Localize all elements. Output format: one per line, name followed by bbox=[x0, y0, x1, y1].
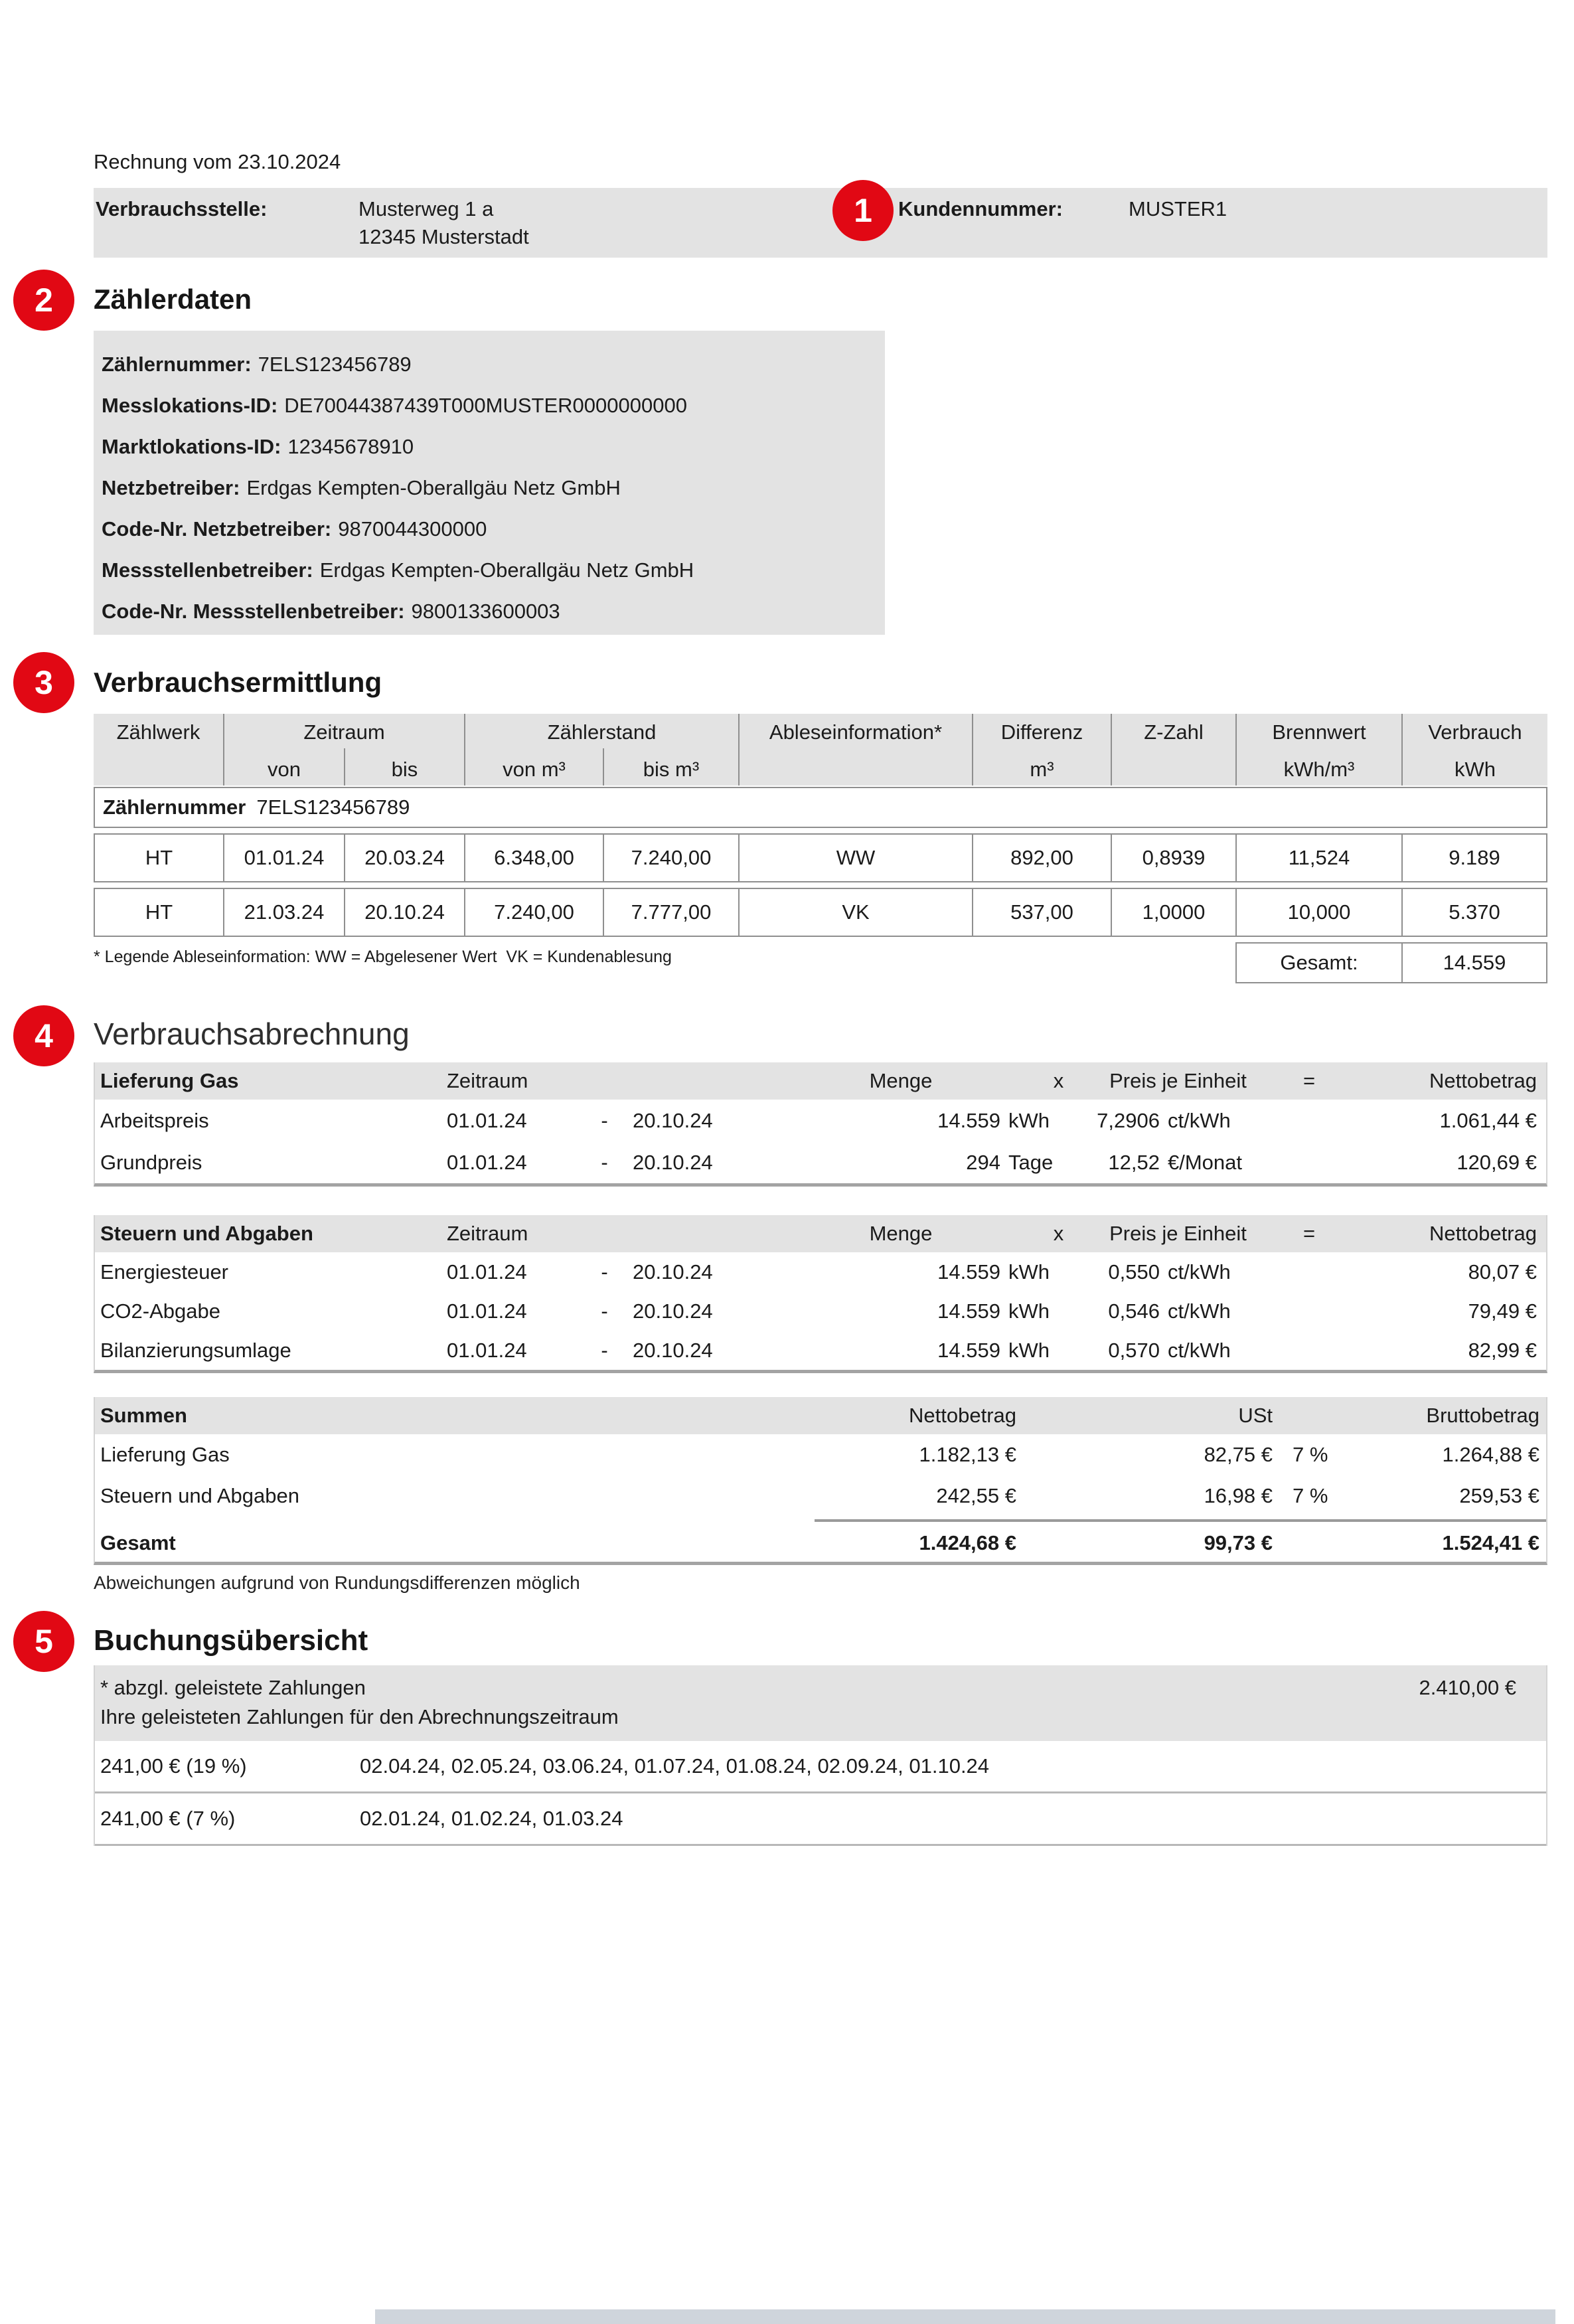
less-payments-line bbox=[95, 1673, 1546, 1702]
cell-verbrauch: 5.370 bbox=[1401, 889, 1546, 936]
cell-menge: 14.559 bbox=[937, 1108, 1000, 1132]
cell-bis: 20.10.24 bbox=[344, 889, 464, 936]
field-label: Messlokations-ID: bbox=[102, 394, 278, 417]
bookings-grey-header bbox=[95, 1665, 1546, 1741]
reading-legend: * Legende Ableseinformation: WW = Abgelesener Wert VK = Kundenablesung bbox=[94, 948, 672, 966]
table-row bbox=[94, 833, 1547, 882]
cell-ust-rate: 7 % bbox=[1293, 1484, 1328, 1507]
meter-data-heading: Zählerdaten bbox=[94, 284, 252, 315]
col-verbrauch-unit: kWh bbox=[1401, 748, 1547, 786]
date-from: 01.01.24 bbox=[447, 1260, 527, 1284]
table-row bbox=[95, 1434, 1546, 1475]
meter-number-label: Zählernummer bbox=[103, 795, 246, 819]
date-to: 20.10.24 bbox=[633, 1108, 713, 1132]
cell-brennwert: 10,000 bbox=[1235, 889, 1401, 936]
consumption-total-box bbox=[1235, 942, 1547, 983]
cell-preis: 0,570 bbox=[1108, 1338, 1160, 1362]
col-von-m3: von m³ bbox=[464, 748, 603, 786]
cell-menge: 14.559 bbox=[937, 1260, 1000, 1284]
cell-zzahl: 1,0000 bbox=[1111, 889, 1235, 936]
meter-data-row bbox=[102, 426, 885, 467]
table-title: Lieferung Gas bbox=[100, 1069, 239, 1092]
col-verbrauch: Verbrauch bbox=[1401, 714, 1547, 748]
cell-netto: 1.424,68 € bbox=[919, 1531, 1016, 1554]
cell-netto: 1.182,13 € bbox=[919, 1443, 1016, 1466]
cell-brennwert: 11,524 bbox=[1235, 835, 1401, 881]
bookings-block bbox=[94, 1665, 1547, 1846]
meter-data-block bbox=[94, 331, 885, 635]
cell-zeitraum bbox=[447, 1339, 801, 1363]
cell-ablese: WW bbox=[738, 835, 972, 881]
table-row bbox=[95, 1100, 1546, 1141]
field-value: 9800133600003 bbox=[411, 600, 560, 623]
cell-label: Bilanzierungsumlage bbox=[100, 1338, 291, 1362]
col-netto: Nettobetrag bbox=[1429, 1222, 1537, 1245]
cell-verbrauch: 9.189 bbox=[1401, 835, 1546, 881]
field-label: Netzbetreiber: bbox=[102, 476, 240, 499]
less-payments-value: 2.410,00 € bbox=[1419, 1676, 1516, 1699]
cell-label: Energiesteuer bbox=[100, 1260, 229, 1284]
meter-number-row bbox=[94, 787, 1547, 828]
consumption-heading: Verbrauchsermittlung bbox=[94, 667, 382, 698]
date-from: 01.01.24 bbox=[447, 1150, 527, 1174]
customer-number-label: Kundennummer: bbox=[898, 197, 1063, 220]
field-label: Zählernummer: bbox=[102, 353, 252, 376]
billing-table-header bbox=[95, 1062, 1546, 1100]
col-eq: = bbox=[1302, 1069, 1316, 1092]
col-x: x bbox=[1053, 1222, 1064, 1245]
cell-zeitraum bbox=[447, 1151, 801, 1175]
cell-preis: 7,2906 bbox=[1097, 1108, 1160, 1132]
field-value: 12345678910 bbox=[287, 435, 414, 458]
date-separator: - bbox=[601, 1338, 608, 1362]
footer-strip bbox=[375, 2309, 1555, 2324]
cell-menge: 294 bbox=[966, 1150, 1000, 1174]
cell-label: Lieferung Gas bbox=[100, 1443, 230, 1466]
consumption-point-band bbox=[94, 188, 1547, 258]
total-value: 14.559 bbox=[1401, 944, 1546, 982]
col-bis: bis bbox=[344, 748, 464, 786]
field-value: DE70044387439T000MUSTER0000000000 bbox=[284, 394, 687, 417]
billing-table-gas bbox=[94, 1062, 1547, 1187]
col-netto: Nettobetrag bbox=[1429, 1069, 1537, 1092]
less-payments-label: * abzgl. geleistete Zahlungen bbox=[100, 1676, 366, 1699]
field-label: Marktlokations-ID: bbox=[102, 435, 281, 458]
annotation-badge-4: 4 bbox=[13, 1005, 74, 1066]
table-row bbox=[95, 1291, 1546, 1331]
col-spacer bbox=[1111, 748, 1235, 786]
consumption-table-header bbox=[94, 714, 1547, 786]
date-to: 20.10.24 bbox=[633, 1150, 713, 1174]
cell-stand-von: 6.348,00 bbox=[464, 835, 603, 881]
meter-data-row bbox=[102, 467, 885, 509]
table-row bbox=[94, 888, 1547, 937]
period-line: Ihre geleisteten Zahlungen für den Abrechnungszeitraum bbox=[100, 1705, 619, 1728]
cell-netto: 120,69 € bbox=[1456, 1150, 1537, 1174]
billing-table-taxes bbox=[94, 1215, 1547, 1373]
cell-unit: kWh bbox=[1008, 1260, 1050, 1284]
cell-zeitraum bbox=[447, 1299, 801, 1323]
date-to: 20.10.24 bbox=[633, 1338, 713, 1362]
col-menge: Menge bbox=[869, 1069, 933, 1092]
col-eq: = bbox=[1302, 1222, 1316, 1245]
summary-table bbox=[94, 1397, 1547, 1565]
total-label: Gesamt: bbox=[1280, 951, 1358, 974]
field-value: Erdgas Kempten-Oberallgäu Netz GmbH bbox=[319, 558, 694, 582]
table-title: Steuern und Abgaben bbox=[100, 1222, 313, 1245]
cell-netto: 79,49 € bbox=[1468, 1299, 1537, 1323]
payment-row bbox=[95, 1793, 1546, 1846]
payment-dates: 02.01.24, 01.02.24, 01.03.24 bbox=[360, 1807, 623, 1830]
date-separator: - bbox=[601, 1150, 608, 1174]
field-label: Code-Nr. Messstellenbetreiber: bbox=[102, 600, 405, 623]
payment-amount: 241,00 € (7 %) bbox=[100, 1807, 236, 1830]
col-menge: Menge bbox=[869, 1222, 933, 1245]
cell-netto: 1.061,44 € bbox=[1439, 1108, 1537, 1132]
col-ableseinformation: Ableseinformation* bbox=[738, 714, 972, 748]
col-zeitraum: Zeitraum bbox=[447, 1222, 528, 1245]
payment-dates: 02.04.24, 02.05.24, 03.06.24, 01.07.24, 01.08.24, 02.09.24, 01.10.24 bbox=[360, 1754, 990, 1778]
consumption-point-street: Musterweg 1 a bbox=[358, 197, 494, 220]
cell-label: Gesamt bbox=[100, 1531, 176, 1554]
cell-zeitraum bbox=[447, 1109, 801, 1133]
col-zaehlerstand: Zählerstand bbox=[464, 714, 738, 748]
billing-table-header bbox=[95, 1215, 1546, 1252]
col-bis-m3: bis m³ bbox=[603, 748, 738, 786]
cell-label: CO2-Abgabe bbox=[100, 1299, 220, 1323]
cell-brutto: 1.264,88 € bbox=[1442, 1443, 1539, 1466]
cell-zaehlwerk: HT bbox=[145, 900, 173, 924]
cell-label: Steuern und Abgaben bbox=[100, 1484, 299, 1507]
cell-preis-unit: €/Monat bbox=[1168, 1150, 1243, 1174]
cell-von: 01.01.24 bbox=[223, 835, 344, 881]
table-row bbox=[95, 1252, 1546, 1291]
cell-zaehlwerk: HT bbox=[145, 846, 173, 869]
cell-preis: 12,52 bbox=[1108, 1150, 1160, 1174]
col-zaehlwerk: Zählwerk bbox=[116, 720, 200, 744]
col-von: von bbox=[223, 748, 344, 786]
meter-data-row bbox=[102, 591, 885, 632]
col-zeitraum: Zeitraum bbox=[223, 714, 464, 748]
table-row bbox=[95, 1475, 1546, 1517]
cell-unit: kWh bbox=[1008, 1108, 1050, 1132]
cell-unit: kWh bbox=[1008, 1299, 1050, 1323]
cell-preis: 0,550 bbox=[1108, 1260, 1160, 1284]
consumption-point-label: Verbrauchsstelle: bbox=[96, 197, 268, 220]
cell-zeitraum bbox=[447, 1260, 801, 1284]
date-to: 20.10.24 bbox=[633, 1299, 713, 1323]
cell-stand-bis: 7.240,00 bbox=[603, 835, 738, 881]
field-label: Messstellenbetreiber: bbox=[102, 558, 313, 582]
cell-label: Grundpreis bbox=[100, 1150, 202, 1174]
annotation-badge-1: 1 bbox=[832, 180, 894, 241]
date-from: 01.01.24 bbox=[447, 1108, 527, 1132]
bookings-heading: Buchungsübersicht bbox=[94, 1624, 368, 1657]
col-ust: USt bbox=[1238, 1404, 1273, 1427]
table-row bbox=[95, 1141, 1546, 1183]
billing-heading: Verbrauchsabrechnung bbox=[94, 1017, 410, 1051]
cell-ust: 82,75 € bbox=[1204, 1443, 1273, 1466]
cell-preis-unit: ct/kWh bbox=[1168, 1299, 1231, 1323]
meter-data-row bbox=[102, 385, 885, 426]
annotation-badge-5: 5 bbox=[13, 1611, 74, 1672]
summary-table-header bbox=[95, 1397, 1546, 1434]
consumption-table-footer bbox=[94, 942, 1547, 983]
consumption-point-city: 12345 Musterstadt bbox=[358, 225, 529, 248]
col-x: x bbox=[1053, 1069, 1064, 1092]
consumption-table bbox=[94, 714, 1547, 983]
cell-unit: kWh bbox=[1008, 1338, 1050, 1362]
cell-label: Arbeitspreis bbox=[100, 1108, 209, 1132]
total-divider bbox=[815, 1519, 1546, 1522]
cell-brutto: 1.524,41 € bbox=[1442, 1531, 1539, 1554]
cell-netto: 242,55 € bbox=[936, 1484, 1016, 1507]
rounding-note: Abweichungen aufgrund von Rundungsdifferenzen möglich bbox=[94, 1572, 580, 1593]
cell-ust-rate: 7 % bbox=[1293, 1443, 1328, 1466]
cell-ust: 16,98 € bbox=[1204, 1484, 1273, 1507]
col-preis: Preis je Einheit bbox=[1109, 1222, 1247, 1245]
col-brennwert: Brennwert bbox=[1235, 714, 1401, 748]
annotation-badge-3: 3 bbox=[13, 652, 74, 713]
cell-ust: 99,73 € bbox=[1204, 1531, 1273, 1554]
table-title: Summen bbox=[100, 1404, 187, 1427]
cell-unit: Tage bbox=[1008, 1150, 1054, 1174]
field-value: 7ELS123456789 bbox=[258, 353, 412, 376]
payment-amount: 241,00 € (19 %) bbox=[100, 1754, 247, 1778]
payment-row bbox=[95, 1741, 1546, 1793]
col-differenz-unit: m³ bbox=[972, 748, 1111, 786]
cell-menge: 14.559 bbox=[937, 1299, 1000, 1323]
cell-preis: 0,546 bbox=[1108, 1299, 1160, 1323]
meter-data-row bbox=[102, 550, 885, 591]
col-preis: Preis je Einheit bbox=[1109, 1069, 1247, 1092]
meter-data-row bbox=[102, 344, 885, 385]
cell-preis-unit: ct/kWh bbox=[1168, 1260, 1231, 1284]
invoice-date-line: Rechnung vom 23.10.2024 bbox=[94, 150, 341, 173]
cell-preis-unit: ct/kWh bbox=[1168, 1108, 1231, 1132]
col-zeitraum: Zeitraum bbox=[447, 1069, 528, 1092]
meter-data-row bbox=[102, 509, 885, 550]
cell-stand-von: 7.240,00 bbox=[464, 889, 603, 936]
date-from: 01.01.24 bbox=[447, 1338, 527, 1362]
cell-ablese: VK bbox=[738, 889, 972, 936]
col-spacer bbox=[738, 748, 972, 786]
col-brennwert-unit: kWh/m³ bbox=[1235, 748, 1401, 786]
cell-preis-unit: ct/kWh bbox=[1168, 1338, 1231, 1362]
col-netto: Nettobetrag bbox=[909, 1404, 1016, 1427]
cell-brutto: 259,53 € bbox=[1459, 1484, 1539, 1507]
field-label: Code-Nr. Netzbetreiber: bbox=[102, 517, 332, 540]
col-differenz: Differenz bbox=[972, 714, 1111, 748]
cell-netto: 80,07 € bbox=[1468, 1260, 1537, 1284]
table-row bbox=[95, 1331, 1546, 1370]
cell-differenz: 537,00 bbox=[972, 889, 1111, 936]
cell-stand-bis: 7.777,00 bbox=[603, 889, 738, 936]
cell-von: 21.03.24 bbox=[223, 889, 344, 936]
col-brutto: Bruttobetrag bbox=[1426, 1404, 1539, 1427]
field-value: Erdgas Kempten-Oberallgäu Netz GmbH bbox=[246, 476, 621, 499]
cell-menge: 14.559 bbox=[937, 1338, 1000, 1362]
cell-differenz: 892,00 bbox=[972, 835, 1111, 881]
date-separator: - bbox=[601, 1299, 608, 1323]
field-value: 9870044300000 bbox=[338, 517, 487, 540]
col-zzahl: Z-Zahl bbox=[1111, 714, 1235, 748]
date-from: 01.01.24 bbox=[447, 1299, 527, 1323]
date-separator: - bbox=[601, 1260, 608, 1284]
date-to: 20.10.24 bbox=[633, 1260, 713, 1284]
cell-zzahl: 0,8939 bbox=[1111, 835, 1235, 881]
date-separator: - bbox=[601, 1108, 608, 1132]
customer-number-value: MUSTER1 bbox=[1129, 197, 1227, 220]
cell-netto: 82,99 € bbox=[1468, 1338, 1537, 1362]
meter-number-value: 7ELS123456789 bbox=[256, 795, 410, 819]
total-row bbox=[95, 1525, 1546, 1562]
annotation-badge-2: 2 bbox=[13, 270, 74, 331]
cell-bis: 20.03.24 bbox=[344, 835, 464, 881]
